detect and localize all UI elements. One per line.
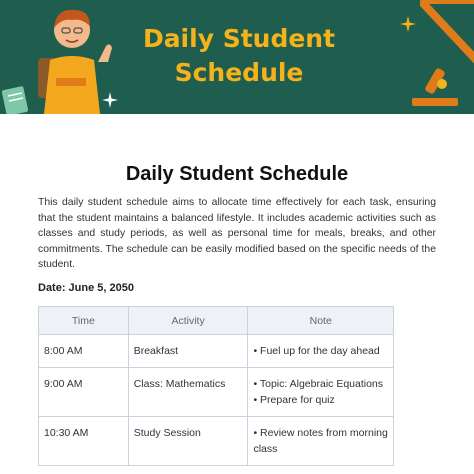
column-header-time: Time [39, 307, 129, 335]
table-header-row [39, 307, 394, 335]
cell-note [248, 368, 394, 417]
intro-paragraph: This daily student schedule aims to allocate time effectively for each task, ensuring that the student maintains a balanced lifestyle. It includes academic activities such as classes and study periods, as well as personal time for meals, breaks, and other commitments. The schedule can be easily modified based on the specific needs of the student. [38, 197, 436, 270]
column-header-note: Note [248, 307, 394, 335]
cell-time: 8:00 AM [39, 335, 129, 368]
banner-title [128, 22, 350, 90]
note-item: • Topic: Algebraic Equations [253, 376, 388, 392]
cell-note [248, 417, 394, 466]
cell-time: 9:00 AM [39, 368, 129, 417]
table-row [39, 335, 394, 368]
column-header-activity: Activity [128, 307, 248, 335]
table-row [39, 417, 394, 466]
cell-activity: Class: Mathematics [128, 368, 248, 417]
cell-note [248, 335, 394, 368]
banner-title-line1: Daily Student [142, 24, 336, 53]
cell-activity: Breakfast [128, 335, 248, 368]
document-title: Daily Student Schedule [125, 163, 349, 185]
cell-time: 10:30 AM [39, 417, 129, 466]
sparkle-icon [102, 92, 118, 108]
book-icon [2, 86, 28, 114]
header-banner [0, 0, 474, 114]
note-item: • Fuel up for the day ahead [253, 343, 388, 359]
note-item: • Review notes from morning class [253, 425, 388, 457]
date-label: Date: June 5, 2050 [38, 282, 134, 294]
note-item: • Prepare for quiz [253, 392, 388, 408]
sparkle-icon [400, 16, 416, 32]
banner-title-line2: Schedule [174, 58, 304, 87]
cell-activity: Study Session [128, 417, 248, 466]
schedule-table [38, 306, 394, 466]
microscope-icon [412, 60, 462, 110]
table-row [39, 368, 394, 417]
